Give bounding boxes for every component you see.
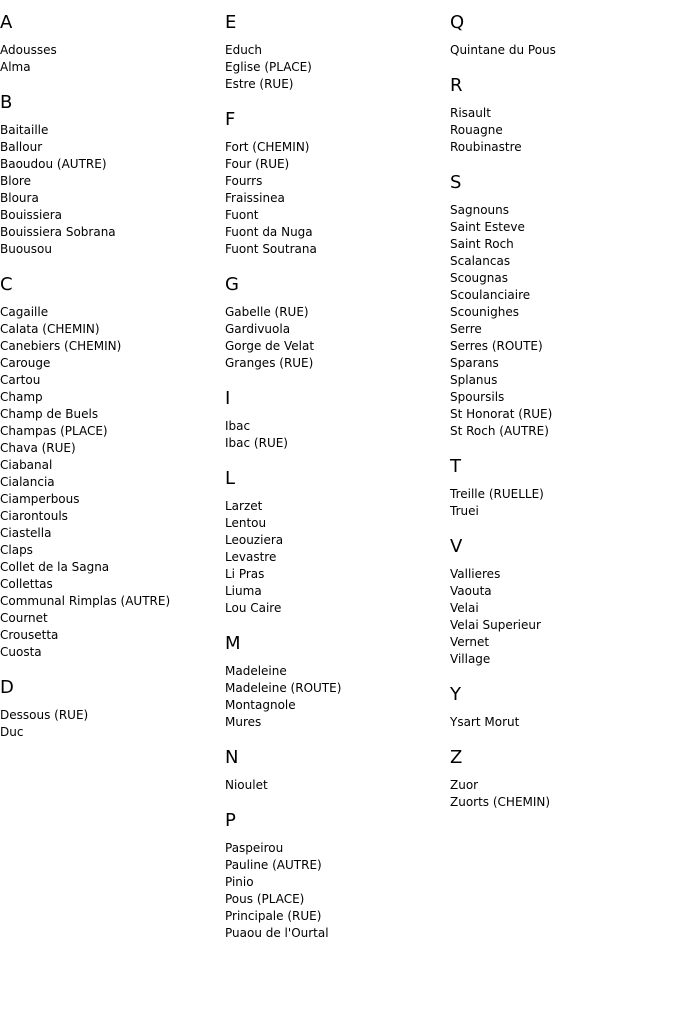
street-link[interactable]: Scounighes xyxy=(450,305,519,319)
street-link[interactable]: Quintane du Pous xyxy=(450,43,556,57)
street-link[interactable]: Madeleine (ROUTE) xyxy=(225,681,342,695)
street-link[interactable]: Paspeirou xyxy=(225,841,284,855)
street-link[interactable]: Rouagne xyxy=(450,123,503,137)
street-link[interactable]: Li Pras xyxy=(225,567,265,581)
street-link[interactable]: Ballour xyxy=(0,140,43,154)
street-link[interactable]: Bouissiera xyxy=(0,208,63,222)
street-link[interactable]: Ibac xyxy=(225,419,251,433)
street-link[interactable]: Champ xyxy=(0,390,43,404)
letter-group xyxy=(225,388,450,452)
street-link[interactable]: Pauline (AUTRE) xyxy=(225,858,322,872)
street-link[interactable]: Larzet xyxy=(225,499,263,513)
street-link[interactable]: Lentou xyxy=(225,516,267,530)
street-link[interactable]: Cuosta xyxy=(0,645,42,659)
street-link[interactable]: Leouziera xyxy=(225,533,284,547)
letter-heading: V xyxy=(450,536,463,557)
street-link[interactable]: Baoudou (AUTRE) xyxy=(0,157,107,171)
letter-heading: T xyxy=(450,456,461,477)
letter-heading: G xyxy=(225,274,239,295)
letter-heading: M xyxy=(225,633,241,654)
letter-heading: L xyxy=(225,468,236,489)
letter-heading: Q xyxy=(450,12,465,33)
street-link[interactable]: Madeleine xyxy=(225,664,287,678)
street-link[interactable]: St Honorat (RUE) xyxy=(450,407,553,421)
street-link[interactable]: Risault xyxy=(450,106,491,120)
letter-heading: C xyxy=(0,274,13,295)
street-link[interactable]: Buousou xyxy=(0,242,52,256)
street-link[interactable]: Estre (RUE) xyxy=(225,77,294,91)
street-link[interactable]: Splanus xyxy=(450,373,498,387)
street-link[interactable]: Dessous (RUE) xyxy=(0,708,89,722)
letter-group xyxy=(225,633,450,731)
street-link[interactable]: Champas (PLACE) xyxy=(0,424,108,438)
street-link[interactable]: Canebiers (CHEMIN) xyxy=(0,339,122,353)
letter-group xyxy=(450,684,675,731)
street-link[interactable]: Saint Roch xyxy=(450,237,514,251)
letter-group xyxy=(225,109,450,258)
letter-group xyxy=(0,92,225,258)
street-link[interactable]: Collet de la Sagna xyxy=(0,560,110,574)
street-link[interactable]: Velai Superieur xyxy=(450,618,541,632)
street-link[interactable]: Serres (ROUTE) xyxy=(450,339,543,353)
street-link[interactable]: Granges (RUE) xyxy=(225,356,314,370)
letter-heading: P xyxy=(225,810,236,831)
street-link[interactable]: Serre xyxy=(450,322,482,336)
letter-group xyxy=(0,677,225,741)
letter-heading: E xyxy=(225,12,237,33)
street-link[interactable]: Vallieres xyxy=(450,567,501,581)
street-link[interactable]: Fourrs xyxy=(225,174,263,188)
street-link[interactable]: Bloura xyxy=(0,191,39,205)
street-link[interactable]: Educh xyxy=(225,43,263,57)
street-link[interactable]: Principale (RUE) xyxy=(225,909,322,923)
street-link[interactable]: Levastre xyxy=(225,550,277,564)
street-link[interactable]: Calata (CHEMIN) xyxy=(0,322,100,336)
street-link[interactable]: Saint Esteve xyxy=(450,220,525,234)
street-link[interactable]: Zuor xyxy=(450,778,479,792)
letter-group xyxy=(225,747,450,794)
letter-group xyxy=(225,274,450,372)
letter-heading: S xyxy=(450,172,462,193)
street-link[interactable]: Baitaille xyxy=(0,123,49,137)
street-link[interactable]: Mures xyxy=(225,715,262,729)
street-link[interactable]: Velai xyxy=(450,601,479,615)
street-link[interactable]: Pinio xyxy=(225,875,254,889)
street-link[interactable]: Spoursils xyxy=(450,390,505,404)
street-link[interactable]: Ciamperbous xyxy=(0,492,80,506)
street-link[interactable]: Blore xyxy=(0,174,31,188)
street-link[interactable]: Cialancia xyxy=(0,475,55,489)
street-link[interactable]: Collettas xyxy=(0,577,53,591)
street-link[interactable]: Ysart Morut xyxy=(450,715,520,729)
street-link[interactable]: Duc xyxy=(0,725,24,739)
street-link[interactable]: Champ de Buels xyxy=(0,407,99,421)
street-link[interactable]: Carouge xyxy=(0,356,51,370)
letter-group xyxy=(225,468,450,617)
letter-group xyxy=(450,12,675,59)
street-link[interactable]: Alma xyxy=(0,60,31,74)
street-link[interactable]: Puaou de l'Ourtal xyxy=(225,926,329,940)
letter-group xyxy=(450,536,675,668)
street-link[interactable]: Zuorts (CHEMIN) xyxy=(450,795,551,809)
street-link[interactable]: Crousetta xyxy=(0,628,59,642)
street-link[interactable]: Scougnas xyxy=(450,271,508,285)
letter-heading: A xyxy=(0,12,13,33)
street-link[interactable]: Bouissiera Sobrana xyxy=(0,225,116,239)
street-link[interactable]: Gabelle (RUE) xyxy=(225,305,309,319)
letter-group xyxy=(450,456,675,520)
street-link[interactable]: Cagaille xyxy=(0,305,49,319)
letter-heading: B xyxy=(0,92,13,113)
street-link[interactable]: Scalancas xyxy=(450,254,511,268)
street-link[interactable]: Eglise (PLACE) xyxy=(225,60,312,74)
index-column xyxy=(225,0,450,958)
street-link[interactable]: Pous (PLACE) xyxy=(225,892,305,906)
street-link[interactable]: Nioulet xyxy=(225,778,268,792)
street-link[interactable]: Fuont Soutrana xyxy=(225,242,317,256)
letter-heading: N xyxy=(225,747,239,768)
street-link[interactable]: Cartou xyxy=(0,373,41,387)
letter-heading: I xyxy=(225,388,231,409)
letter-heading: Y xyxy=(450,684,461,705)
street-link[interactable]: Scoulanciaire xyxy=(450,288,531,302)
street-link[interactable]: Four (RUE) xyxy=(225,157,290,171)
street-link[interactable]: Vernet xyxy=(450,635,490,649)
street-link[interactable]: Ciabanal xyxy=(0,458,53,472)
street-link[interactable]: Lou Caire xyxy=(225,601,282,615)
street-link[interactable]: Montagnole xyxy=(225,698,296,712)
letter-group xyxy=(450,75,675,156)
street-link[interactable]: Liuma xyxy=(225,584,262,598)
letter-group xyxy=(450,172,675,440)
index-column xyxy=(0,0,225,757)
street-link[interactable]: Fort (CHEMIN) xyxy=(225,140,310,154)
street-link[interactable]: Chava (RUE) xyxy=(0,441,76,455)
street-link[interactable]: Fraissinea xyxy=(225,191,285,205)
street-link[interactable]: Gorge de Velat xyxy=(225,339,315,353)
street-link[interactable]: Fuont xyxy=(225,208,259,222)
street-link[interactable]: Gardivuola xyxy=(225,322,291,336)
street-link[interactable]: Claps xyxy=(0,543,33,557)
letter-group xyxy=(450,747,675,811)
street-link[interactable]: Vaouta xyxy=(450,584,492,598)
street-link[interactable]: Roubinastre xyxy=(450,140,522,154)
street-link[interactable]: Cournet xyxy=(0,611,48,625)
street-link[interactable]: Ciarontouls xyxy=(0,509,68,523)
letter-heading: D xyxy=(0,677,14,698)
letter-heading: Z xyxy=(450,747,463,768)
street-link[interactable]: Adousses xyxy=(0,43,57,57)
street-link[interactable]: Communal Rimplas (AUTRE) xyxy=(0,594,171,608)
letter-group xyxy=(0,12,225,76)
street-link[interactable]: Sagnouns xyxy=(450,203,509,217)
letter-group xyxy=(0,274,225,661)
letter-group xyxy=(225,12,450,93)
index-column xyxy=(450,0,675,827)
street-link[interactable]: Village xyxy=(450,652,491,666)
street-link[interactable]: Sparans xyxy=(450,356,499,370)
letter-group xyxy=(225,810,450,942)
street-link[interactable]: Ciastella xyxy=(0,526,52,540)
letter-heading: F xyxy=(225,109,236,130)
street-link[interactable]: St Roch (AUTRE) xyxy=(450,424,549,438)
street-link[interactable]: Truei xyxy=(450,504,479,518)
letter-heading: R xyxy=(450,75,463,96)
street-link[interactable]: Ibac (RUE) xyxy=(225,436,288,450)
street-link[interactable]: Fuont da Nuga xyxy=(225,225,313,239)
street-link[interactable]: Treille (RUELLE) xyxy=(450,487,544,501)
